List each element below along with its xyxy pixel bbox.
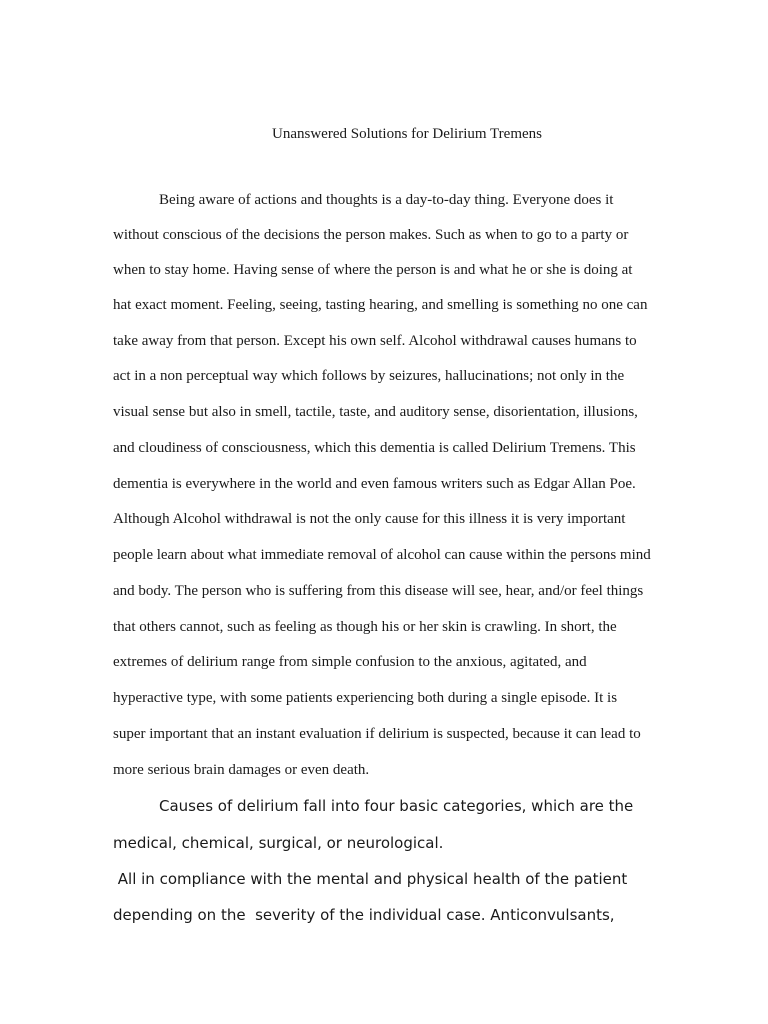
paragraph-line: visual sense but also in smell, tactile, taste, and auditory sense, disorientation, illusions, [113,404,638,420]
paragraph-line: extremes of delirium range from simple confusion to the anxious, agitated, and [113,654,587,670]
paragraph-line: hyperactive type, with some patients experiencing both during a single episode. It is [113,690,618,706]
paragraph-line: dementia is everywhere in the world and even famous writers such as Edgar Allan Poe. [113,476,636,492]
paragraph-line: Causes of delirium fall into four basic categories, which are the [159,797,634,815]
paragraph-line: without conscious of the decisions the person makes. Such as when to go to a party or [113,227,629,243]
document-title: Unanswered Solutions for Delirium Tremens [272,126,542,142]
paragraph-line: that others cannot, such as feeling as though his or her skin is crawling. In short, the [113,619,617,635]
paragraph-line: and cloudiness of consciousness, which this dementia is called Delirium Tremens. This [113,440,636,456]
paragraph-line: people learn about what immediate removal of alcohol can cause within the persons mind [113,547,651,563]
paragraph-line: Although Alcohol withdrawal is not the only cause for this illness it is very important [113,511,626,527]
paragraph-line: medical, chemical, surgical, or neurological. [113,834,444,852]
paragraph-line: hat exact moment. Feeling, seeing, tasting hearing, and smelling is something no one can [113,297,648,313]
paragraph-line: when to stay home. Having sense of where the person is and what he or she is doing at [113,262,633,278]
paragraph-line: Being aware of actions and thoughts is a day-to-day thing. Everyone does it [159,192,614,208]
paragraph-line: super important that an instant evaluation if delirium is suspected, because it can lead to [113,726,641,742]
paragraph-line: and body. The person who is suffering from this disease will see, hear, and/or feel things [113,583,644,599]
paragraph-line: more serious brain damages or even death. [113,762,370,778]
paragraph-line: All in compliance with the mental and physical health of the patient [113,870,628,888]
paragraph-line: act in a non perceptual way which follows by seizures, hallucinations; not only in the [113,368,625,384]
paragraph-line: depending on the severity of the individual case. Anticonvulsants, [113,906,615,924]
paragraph-line: take away from that person. Except his own self. Alcohol withdrawal causes humans to [113,333,637,349]
